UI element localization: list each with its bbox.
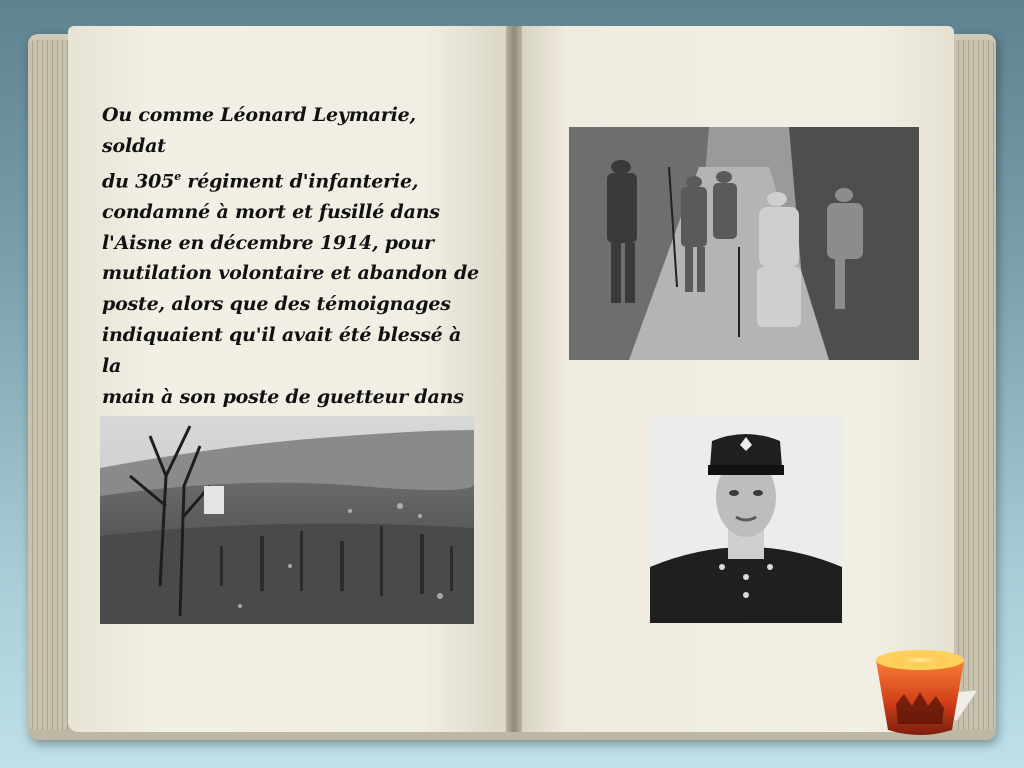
book-spine — [506, 26, 522, 732]
text-line — [102, 162, 482, 197]
text-segment: régiment d'infanterie, — [181, 169, 419, 192]
superscript: e — [174, 169, 181, 183]
left-page-edges — [28, 40, 68, 730]
candle-icon — [872, 644, 980, 740]
soldiers-photo — [569, 127, 919, 360]
right-page-edges — [954, 40, 996, 730]
text-line: mutilation volontaire et abandon de — [102, 262, 479, 285]
text-line: condamné à mort et fusillé dans — [102, 200, 440, 223]
text-line: l'Aisne en décembre 1914, pour — [102, 231, 434, 254]
story-text — [102, 100, 482, 443]
text-segment: du 305 — [102, 169, 175, 192]
battlefield-photo — [100, 416, 474, 624]
text-line: poste, alors que des témoignages — [102, 293, 451, 316]
text-line: indiquaient qu'il avait été blessé à la — [102, 323, 462, 377]
portrait-photo — [650, 417, 842, 623]
text-line: main à son poste de guetteur dans — [102, 385, 464, 408]
text-line: Ou comme Léonard Leymarie, soldat — [102, 104, 416, 157]
